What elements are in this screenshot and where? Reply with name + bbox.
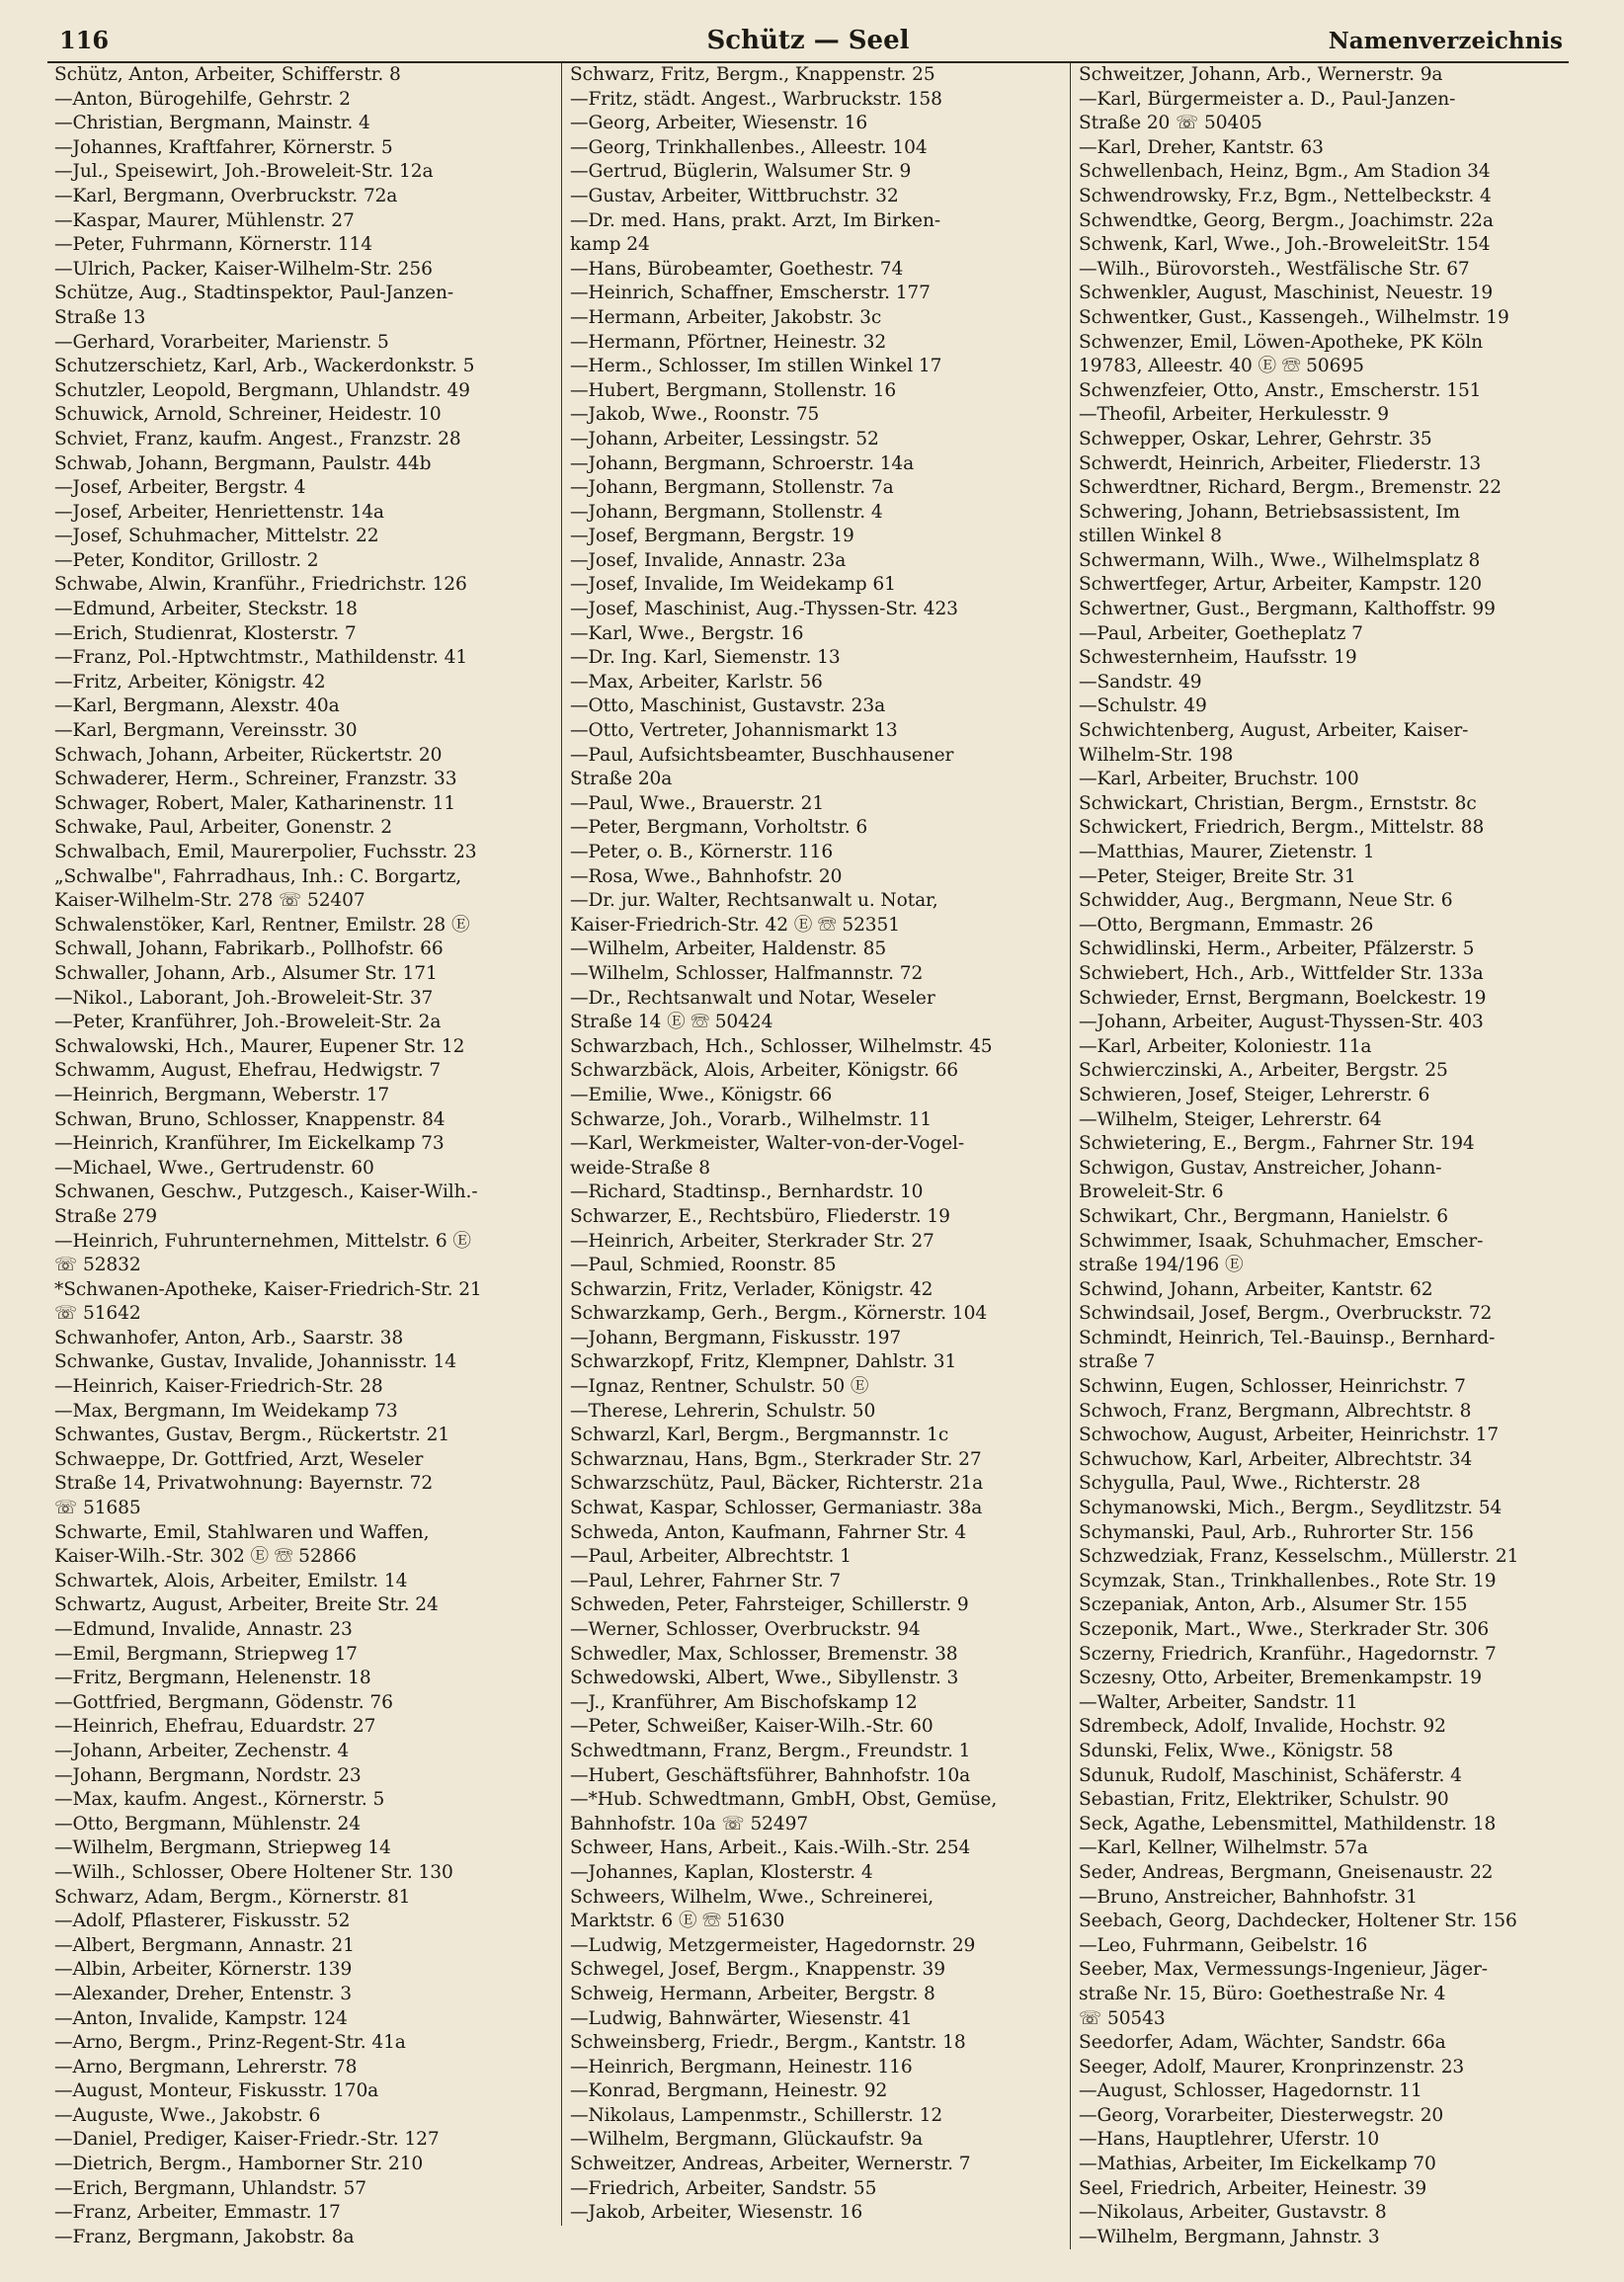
directory-entry: —Rosa, Wwe., Bahnhofstr. 20 [570,865,843,887]
directory-entry: Schwickart, Christian, Bergm., Ernststr. 8c [1079,792,1477,814]
directory-entry: Schwermann, Wilh., Wwe., Wilhelmsplatz 8 [1079,549,1481,571]
directory-entry: —Otto, Bergmann, Emmastr. 26 [1079,914,1374,936]
directory-entry: —Peter, Kranführer, Joh.-Broweleit-Str. 2a [54,1012,442,1033]
directory-entry: Schwarzer, E., Rechtsbüro, Fliederstr. 19 [570,1205,950,1227]
directory-entry: Schwigon, Gustav, Anstreicher, Johann- [1079,1157,1442,1179]
directory-entry: Schuwick, Arnold, Schreiner, Heidestr. 10 [54,404,442,426]
directory-entry: Schwochow, August, Arbeiter, Heinrichstr. 17 [1079,1425,1500,1446]
directory-entry: Schwuchow, Karl, Arbeiter, Albrechtstr. 34 [1079,1448,1473,1470]
directory-entry: Sczepaniak, Anton, Arb., Alsumer Str. 155 [1079,1594,1468,1616]
directory-entry: —Josef, Invalide, Im Weidekamp 61 [570,574,896,596]
directory-entry: Schwind, Johann, Arbeiter, Kantstr. 62 [1079,1278,1433,1300]
directory-entry: —Gertrud, Büglerin, Walsumer Str. 9 [570,161,912,183]
directory-entry: —Peter, Schweißer, Kaiser-Wilh.-Str. 60 [570,1716,934,1738]
directory-entry: Seebach, Georg, Dachdecker, Holtener Str. 156 [1079,1911,1517,1932]
directory-entry: Schwikart, Chr., Bergmann, Hanielstr. 6 [1079,1205,1449,1227]
directory-entry: —Werner, Schlosser, Overbruckstr. 94 [570,1619,921,1640]
directory-entry: —Friedrich, Arbeiter, Sandstr. 55 [570,2177,877,2199]
directory-entry: Schymanowski, Mich., Bergm., Seydlitzstr. 54 [1079,1498,1502,1519]
directory-entry: —Albin, Arbeiter, Körnerstr. 139 [54,1959,353,1981]
directory-entry: —Heinrich, Ehefrau, Eduardstr. 27 [54,1716,376,1738]
directory-entry: —Emil, Bergmann, Striepweg 17 [54,1643,358,1665]
directory-entry: Straße 20a [570,769,673,790]
directory-entry: —Johann, Bergmann, Nordstr. 23 [54,1764,362,1786]
directory-entry: straße 7 [1079,1351,1156,1373]
directory-entry: Schwab, Johann, Bergmann, Paulstr. 44b [54,452,432,474]
directory-entry: —Paul, Lehrer, Fahrner Str. 7 [570,1570,842,1591]
directory-entry: —Ulrich, Packer, Kaiser-Wilhelm-Str. 256 [54,258,433,280]
directory-entry: —Paul, Schmied, Roonstr. 85 [570,1255,837,1276]
directory-entry: —Karl, Bergmann, Alexstr. 40a [54,695,340,717]
directory-entry: —Josef, Arbeiter, Bergstr. 4 [54,477,306,499]
directory-entry: —Johann, Bergmann, Stollenstr. 4 [570,501,883,523]
directory-entry: Straße 14, Privatwohnung: Bayernstr. 72 [54,1473,434,1495]
directory-entry: —Peter, o. B., Körnerstr. 116 [570,842,834,862]
directory-entry: „Schwalbe", Fahrradhaus, Inh.: C. Borgartz, [54,865,462,887]
section-title: Namenverzeichnis [1328,28,1563,54]
directory-entry: —Josef, Arbeiter, Henriettenstr. 14a [54,501,384,523]
directory-entry: Schwendrowsky, Fr.z, Bgm., Nettelbeckstr. 4 [1079,185,1492,206]
directory-entry: Schwalbach, Emil, Maurerpolier, Fuchsstr. 23 [54,842,477,862]
directory-entry: —Arno, Bergm., Prinz-Regent-Str. 41a [54,2032,406,2054]
directory-entry: Schwerdtner, Richard, Bergm., Bremenstr. 22 [1079,477,1502,499]
directory-entry: Schwidlinski, Herm., Arbeiter, Pfälzerstr. 5 [1079,938,1475,960]
directory-entry: Schwartz, August, Arbeiter, Breite Str. 24 [54,1594,439,1616]
directory-entry: —Bruno, Anstreicher, Bahnhofstr. 31 [1079,1886,1419,1908]
directory-entry: ☏ 51685 [54,1498,141,1519]
directory-entry: —Johannes, Kaplan, Klosterstr. 4 [570,1861,873,1883]
directory-entry: Seder, Andreas, Bergmann, Gneisenaustr. 22 [1079,1861,1494,1883]
directory-entry: Schwertner, Gust., Bergmann, Kalthoffstr. 99 [1079,599,1496,620]
directory-entry: Kaiser-Wilh.-Str. 302 Ⓔ ☏ 52866 [54,1546,357,1568]
directory-entry: Schwake, Paul, Arbeiter, Gonenstr. 2 [54,817,392,839]
directory-entry: Schzwedziak, Franz, Kesselschm., Müllerstr. 21 [1079,1546,1519,1568]
directory-entry: Schwerdt, Heinrich, Arbeiter, Fliederstr. 13 [1079,452,1482,474]
directory-entry: straße 194/196 Ⓔ [1079,1255,1244,1276]
directory-entry: Straße 20 ☏ 50405 [1079,113,1262,134]
directory-entry: Schwartek, Alois, Arbeiter, Emilstr. 14 [54,1570,408,1591]
directory-entry: —Wilhelm, Steiger, Lehrerstr. 64 [1079,1108,1382,1130]
directory-entry: —Paul, Arbeiter, Goetheplatz 7 [1079,622,1363,644]
directory-entry: —Nikolaus, Arbeiter, Gustavstr. 8 [1079,2202,1387,2224]
directory-entry: Schwarzkamp, Gerh., Bergm., Körnerstr. 104 [570,1303,988,1325]
directory-entry: —Auguste, Wwe., Jakobstr. 6 [54,2104,321,2126]
directory-entry: Schwedtmann, Franz, Bergm., Freundstr. 1 [570,1740,971,1761]
directory-entry: —Therese, Lehrerin, Schulstr. 50 [570,1400,876,1422]
directory-entry: —Max, Arbeiter, Karlstr. 56 [570,671,823,693]
directory-entry: Schwarz, Fritz, Bergm., Knappenstr. 25 [570,64,935,85]
directory-entry: —Jakob, Arbeiter, Wiesenstr. 16 [570,2202,863,2224]
directory-entry: Schwalenstöker, Karl, Rentner, Emilstr. 28 Ⓔ [54,914,470,936]
directory-entry: Schwinn, Eugen, Schlosser, Heinrichstr. 7 [1079,1376,1466,1398]
directory-entry: Schweden, Peter, Fahrsteiger, Schillerstr. 9 [570,1594,969,1616]
directory-entry: —Wilh., Schlosser, Obere Holtener Str. 130 [54,1861,453,1883]
directory-entry: —Schulstr. 49 [1079,695,1207,717]
directory-entry: Schweig, Hermann, Arbeiter, Bergstr. 8 [570,1983,935,2004]
directory-entry: Schwarzkopf, Fritz, Klempner, Dahlstr. 31 [570,1351,957,1373]
directory-entry: Schwarzbäck, Alois, Arbeiter, Königstr. 66 [570,1060,959,1082]
directory-entry: Schmindt, Heinrich, Tel.-Bauinsp., Bernhard- [1079,1327,1496,1348]
directory-entry: —Otto, Maschinist, Gustavstr. 23a [570,695,886,717]
directory-entry: —Ignaz, Rentner, Schulstr. 50 Ⓔ [570,1376,869,1398]
directory-entry: —Fritz, Arbeiter, Königstr. 42 [54,671,326,693]
directory-entry: straße Nr. 15, Büro: Goethestraße Nr. 4 [1079,1983,1446,2004]
directory-entry: Schwoch, Franz, Bergmann, Albrechtstr. 8 [1079,1400,1472,1422]
directory-entry: —Hermann, Arbeiter, Jakobstr. 3c [570,306,882,328]
directory-entry: —Josef, Bergmann, Bergstr. 19 [570,526,854,547]
directory-entry: Sdrembeck, Adolf, Invalide, Hochstr. 92 [1079,1716,1446,1738]
directory-entry: Scymzak, Stan., Trinkhallenbes., Rote Str. 19 [1079,1570,1497,1591]
directory-entry: —Otto, Vertreter, Johannismarkt 13 [570,720,898,742]
directory-entry: Schwanke, Gustav, Invalide, Johannisstr. 14 [54,1351,456,1373]
directory-entry: Schwanen, Geschw., Putzgesch., Kaiser-Wilh.- [54,1182,478,1203]
directory-entry: Sczesny, Otto, Arbeiter, Bremenkampstr. 19 [1079,1668,1483,1689]
directory-entry: Seeger, Adolf, Maurer, Kronprinzenstr. 23 [1079,2056,1465,2078]
directory-entry: —Karl, Dreher, Kantstr. 63 [1079,136,1324,158]
directory-entry: Marktstr. 6 Ⓔ ☏ 51630 [570,1911,785,1932]
directory-entry: —Erich, Studienrat, Klosterstr. 7 [54,622,357,644]
directory-entry: —Edmund, Invalide, Annastr. 23 [54,1619,353,1640]
directory-entry: Schwichtenberg, August, Arbeiter, Kaiser- [1079,720,1469,742]
directory-entry: —Erich, Bergmann, Uhlandstr. 57 [54,2177,366,2199]
directory-entry: —Wilhelm, Bergmann, Glückaufstr. 9a [570,2129,924,2151]
directory-entry: Schwarzl, Karl, Bergm., Bergmannstr. 1c [570,1425,949,1446]
directory-entry: Schutzler, Leopold, Bergmann, Uhlandstr. 49 [54,379,470,401]
directory-entry: —Matthias, Maurer, Zietenstr. 1 [1079,842,1375,862]
directory-entry: —Hans, Bürobeamter, Goethestr. 74 [570,258,904,280]
directory-entry: Schütze, Aug., Stadtinspektor, Paul-Janzen- [54,283,454,304]
directory-entry: —Gustav, Arbeiter, Wittbruchstr. 32 [570,185,899,206]
directory-entry: Schwesternheim, Haufsstr. 19 [1079,647,1357,669]
directory-entry: —Karl, Werkmeister, Walter-von-der-Vogel- [570,1133,965,1155]
directory-entry: Seck, Agathe, Lebensmittel, Mathildenstr. 18 [1079,1813,1497,1834]
directory-entry: —Heinrich, Arbeiter, Sterkrader Str. 27 [570,1230,934,1252]
directory-entry: —Michael, Wwe., Gertrudenstr. 60 [54,1157,374,1179]
directory-entry: Seel, Friedrich, Arbeiter, Heinestr. 39 [1079,2177,1427,2199]
directory-entry: —Paul, Aufsichtsbeamter, Buschhausener [570,744,954,766]
directory-entry: Schygulla, Paul, Wwe., Richterstr. 28 [1079,1473,1421,1495]
directory-entry: —Josef, Invalide, Annastr. 23a [570,549,847,571]
directory-entry: —J., Kranführer, Am Bischofskamp 12 [570,1691,918,1713]
directory-entry: Schwedler, Max, Schlosser, Bremenstr. 38 [570,1643,958,1665]
directory-entry: Sczerny, Friedrich, Kranführ., Hagedornstr. 7 [1079,1643,1497,1665]
directory-entry: —Johann, Bergmann, Schroerstr. 14a [570,452,915,474]
directory-entry: —Max, Bergmann, Im Weidekamp 73 [54,1400,398,1422]
directory-entry: —Hans, Hauptlehrer, Uferstr. 10 [1079,2129,1380,2151]
directory-entry: —Hubert, Geschäftsführer, Bahnhofstr. 10a [570,1764,971,1786]
directory-entry: Schwarz, Adam, Bergm., Körnerstr. 81 [54,1886,411,1908]
directory-entry: Schwedowski, Albert, Wwe., Sibyllenstr. 3 [570,1668,959,1689]
directory-entry: Seeber, Max, Vermessungs-Ingenieur, Jäger- [1079,1959,1488,1981]
directory-entry: Schutzerschietz, Karl, Arb., Wackerdonkstr. 5 [54,356,475,377]
column-left [54,63,548,2249]
directory-entry: Schweda, Anton, Kaufmann, Fahrner Str. 4 [570,1521,967,1543]
directory-entry: —Peter, Steiger, Breite Str. 31 [1079,865,1356,887]
directory-entry: Schwidder, Aug., Bergmann, Neue Str. 6 [1079,890,1453,912]
directory-entry: Schwarzbach, Hch., Schlosser, Wilhelmstr. 45 [570,1035,993,1057]
directory-entry: —Georg, Vorarbeiter, Diesterwegstr. 20 [1079,2104,1444,2126]
directory-entry: Straße 279 [54,1205,158,1227]
directory-entry: —Karl, Bürgermeister a. D., Paul-Janzen- [1079,88,1456,110]
directory-entry: —Karl, Bergmann, Overbruckstr. 72a [54,185,398,206]
directory-entry: —Johann, Bergmann, Stollenstr. 7a [570,477,894,499]
directory-entry: Schwarznau, Hans, Bgm., Sterkrader Str. 27 [570,1448,982,1470]
directory-entry: —Theofil, Arbeiter, Herkulesstr. 9 [1079,404,1390,426]
directory-entry: Sdunski, Felix, Wwe., Königstr. 58 [1079,1740,1394,1761]
directory-entry: —Wilhelm, Bergmann, Striepweg 14 [54,1837,391,1859]
directory-entry: —Otto, Bergmann, Mühlenstr. 24 [54,1813,361,1834]
directory-entry: Straße 13 [54,306,146,328]
directory-entry: —Nikolaus, Lampenmstr., Schillerstr. 12 [570,2104,943,2126]
directory-entry: Seedorfer, Adam, Wächter, Sandstr. 66a [1079,2032,1446,2054]
directory-entry: —Dr. jur. Walter, Rechtsanwalt u. Notar, [570,890,938,912]
directory-entry: Schwaderer, Herm., Schreiner, Franzstr. 33 [54,769,457,790]
directory-entry: —Peter, Bergmann, Vorholtstr. 6 [570,817,868,839]
directory-entry: —Anton, Invalide, Kampstr. 124 [54,2007,348,2029]
directory-entry: —Johannes, Kraftfahrer, Körnerstr. 5 [54,136,393,158]
directory-entry: —Christian, Bergmann, Mainstr. 4 [54,113,370,134]
directory-entry: —Heinrich, Bergmann, Weberstr. 17 [54,1084,390,1105]
directory-entry: —Johann, Arbeiter, Zechenstr. 4 [54,1740,350,1761]
directory-entry: —Georg, Trinkhallenbes., Alleestr. 104 [570,136,928,158]
page-number: 116 [59,26,110,54]
directory-entry: —Jul., Speisewirt, Joh.-Broweleit-Str. 12a [54,161,434,183]
directory-entry: ☏ 52832 [54,1255,141,1276]
directory-entry: weide-Straße 8 [570,1157,711,1179]
page-header [47,22,1569,63]
directory-entry: kamp 24 [570,234,650,256]
directory-entry: —Fritz, Bergmann, Helenenstr. 18 [54,1668,371,1689]
directory-entry: —*Hub. Schwedtmann, GmbH, Obst, Gemüse, [570,1789,998,1811]
directory-entry: —Albert, Bergmann, Annastr. 21 [54,1934,355,1956]
column-right [1070,63,1573,2249]
directory-entry: —Ludwig, Metzgermeister, Hagedornstr. 29 [570,1934,976,1956]
directory-entry: Schwabe, Alwin, Kranführ., Friedrichstr. 126 [54,574,467,596]
directory-entry: —Heinrich, Kranführer, Im Eickelkamp 73 [54,1133,445,1155]
directory-entry: —Franz, Arbeiter, Emmastr. 17 [54,2202,341,2224]
directory-entry: —Georg, Arbeiter, Wiesenstr. 16 [570,113,868,134]
directory-entry: Schwertfeger, Artur, Arbeiter, Kampstr. 120 [1079,574,1482,596]
directory-entry: Schwall, Johann, Fabrikarb., Pollhofstr. 66 [54,938,444,960]
directory-entry: —Karl, Wwe., Bergstr. 16 [570,622,804,644]
page-title: Schütz — Seel [706,26,910,55]
directory-entry: —Richard, Stadtinsp., Bernhardstr. 10 [570,1182,924,1203]
directory-entry: —Wilhelm, Bergmann, Jahnstr. 3 [1079,2226,1380,2247]
directory-entry: Schwarzin, Fritz, Verlader, Königstr. 42 [570,1278,934,1300]
directory-entry: Schweer, Hans, Arbeit., Kais.-Wilh.-Str. 254 [570,1837,971,1859]
directory-entry: Schwalowski, Hch., Maurer, Eupener Str. 12 [54,1035,465,1057]
directory-entry: Schwat, Kaspar, Schlosser, Germaniastr. 38a [570,1498,983,1519]
directory-entry: —Edmund, Arbeiter, Steckstr. 18 [54,599,358,620]
directory-entry: —Walter, Arbeiter, Sandstr. 11 [1079,1691,1358,1713]
directory-entry: —Peter, Konditor, Grillostr. 2 [54,549,319,571]
directory-entry: ☏ 51642 [54,1303,141,1325]
directory-entry: —Gottfried, Bergmann, Gödenstr. 76 [54,1691,393,1713]
directory-entry: —Dr., Rechtsanwalt und Notar, Weseler [570,987,935,1009]
directory-entry: Straße 14 Ⓔ ☏ 50424 [570,1012,773,1033]
directory-entry: —Emilie, Wwe., Königstr. 66 [570,1084,833,1105]
directory-entry: —Leo, Fuhrmann, Geibelstr. 16 [1079,1934,1368,1956]
directory-entry: 19783, Alleestr. 40 Ⓔ ☏ 50695 [1079,356,1364,377]
directory-entry: Schwellenbach, Heinz, Bgm., Am Stadion 34 [1079,161,1491,183]
directory-entry: stillen Winkel 8 [1079,526,1222,547]
directory-entry: —Paul, Arbeiter, Albrechtstr. 1 [570,1546,852,1568]
directory-entry: —Karl, Bergmann, Vereinsstr. 30 [54,720,358,742]
directory-entry: Wilhelm-Str. 198 [1079,744,1234,766]
directory-entry: Schwenkler, August, Maschinist, Neuestr. 19 [1079,283,1494,304]
directory-entry: Schwierczinski, A., Arbeiter, Bergstr. 25 [1079,1060,1448,1082]
directory-entry: —Johann, Bergmann, Fiskusstr. 197 [570,1327,902,1348]
directory-entry: Schwach, Johann, Arbeiter, Rückertstr. 20 [54,744,443,766]
directory-entry: —Heinrich, Schaffner, Emscherstr. 177 [570,283,931,304]
directory-entry: Schwimmer, Isaak, Schuhmacher, Emscher- [1079,1230,1484,1252]
directory-entry: —Wilh., Bürovorsteh., Westfälische Str. 67 [1079,258,1470,280]
directory-entry: Sczeponik, Mart., Wwe., Sterkrader Str. 306 [1079,1619,1490,1640]
directory-entry: Schwarte, Emil, Stahlwaren und Waffen, [54,1521,430,1543]
directory-entry: Schweitzer, Johann, Arb., Wernerstr. 9a [1079,64,1443,85]
directory-entry: Schwindsail, Josef, Bergm., Overbruckstr. 72 [1079,1303,1493,1325]
directory-entry: —Josef, Maschinist, Aug.-Thyssen-Str. 423 [570,599,958,620]
directory-entry: Schwepper, Oskar, Lehrer, Gehrstr. 35 [1079,428,1432,449]
directory-entry: —Max, kaufm. Angest., Körnerstr. 5 [54,1789,385,1811]
directory-entry: Schwager, Robert, Maler, Katharinenstr. 11 [54,792,456,814]
directory-entry: Schwietering, E., Bergm., Fahrner Str. 194 [1079,1133,1475,1155]
directory-entry: Sebastian, Fritz, Elektriker, Schulstr. 90 [1079,1789,1449,1811]
directory-entry: Schviet, Franz, kaufm. Angest., Franzstr. 28 [54,428,461,449]
directory-entry: —Hubert, Bergmann, Stollenstr. 16 [570,379,897,401]
directory-entry: —Ludwig, Bahnwärter, Wiesenstr. 41 [570,2007,913,2029]
directory-entry: —Jakob, Wwe., Roonstr. 75 [570,404,820,426]
directory-entry: Schwenzfeier, Otto, Anstr., Emscherstr. 151 [1079,379,1482,401]
directory-entry: —Nikol., Laborant, Joh.-Broweleit-Str. 37 [54,987,434,1009]
directory-entry: —Wilhelm, Schlosser, Halfmannstr. 72 [570,962,924,984]
directory-entry: Schwieder, Ernst, Bergmann, Boelckestr. 19 [1079,987,1487,1009]
directory-entry: Schweitzer, Andreas, Arbeiter, Wernerstr. 7 [570,2154,971,2175]
column-middle [561,63,1054,2226]
directory-entry: —Josef, Schuhmacher, Mittelstr. 22 [54,526,379,547]
directory-entry: —August, Monteur, Fiskusstr. 170a [54,2080,379,2102]
directory-entry: Schwamm, August, Ehefrau, Hedwigstr. 7 [54,1060,442,1082]
directory-entry: Kaiser-Wilhelm-Str. 278 ☏ 52407 [54,890,365,912]
directory-entry: Schwenzer, Emil, Löwen-Apotheke, PK Köln [1079,331,1484,353]
directory-entry: —Alexander, Dreher, Entenstr. 3 [54,1983,352,2004]
directory-entry: Schwantes, Gustav, Bergm., Rückertstr. 21 [54,1425,450,1446]
directory-entry: —Franz, Pol.-Hptwchtmstr., Mathildenstr. 41 [54,647,468,669]
directory-entry: —Herm., Schlosser, Im stillen Winkel 17 [570,356,942,377]
directory-entry: —Wilhelm, Arbeiter, Haldenstr. 85 [570,938,887,960]
directory-entry: Bahnhofstr. 10a ☏ 52497 [570,1813,809,1834]
directory-entry: —Johann, Arbeiter, August-Thyssen-Str. 403 [1079,1012,1484,1033]
directory-entry: —August, Schlosser, Hagedornstr. 11 [1079,2080,1422,2102]
directory-entry: Schwegel, Josef, Bergm., Knappenstr. 39 [570,1959,945,1981]
directory-entry: Kaiser-Friedrich-Str. 42 Ⓔ ☏ 52351 [570,914,900,936]
directory-entry: —Dietrich, Bergm., Hamborner Str. 210 [54,2154,424,2175]
directory-entry: Schwiebert, Hch., Arb., Wittfelder Str. 133a [1079,962,1484,984]
directory-entry: ☏ 50543 [1079,2007,1166,2029]
directory-entry: —Peter, Fuhrmann, Körnerstr. 114 [54,234,372,256]
directory-entry: Broweleit-Str. 6 [1079,1182,1224,1203]
directory-entry: —Karl, Arbeiter, Koloniestr. 11a [1079,1035,1372,1057]
directory-entry: Schwaller, Johann, Arb., Alsumer Str. 171 [54,962,438,984]
directory-entry: Schwarze, Joh., Vorarb., Wilhelmstr. 11 [570,1108,933,1130]
directory-entry: —Gerhard, Vorarbeiter, Marienstr. 5 [54,331,389,353]
directory-entry: —Karl, Arbeiter, Bruchstr. 100 [1079,769,1359,790]
directory-entry: —Anton, Bürogehilfe, Gehrstr. 2 [54,88,351,110]
directory-entry: Schwaeppe, Dr. Gottfried, Arzt, Weseler [54,1448,424,1470]
directory-entry: —Konrad, Bergmann, Heinestr. 92 [570,2080,888,2102]
directory-entry: —Fritz, städt. Angest., Warbruckstr. 158 [570,88,942,110]
directory-entry: —Paul, Wwe., Brauerstr. 21 [570,792,825,814]
directory-entry: *Schwanen-Apotheke, Kaiser-Friedrich-Str. 21 [54,1278,482,1300]
directory-entry: Schweinsberg, Friedr., Bergm., Kantstr. 18 [570,2032,966,2054]
directory-entry: —Arno, Bergmann, Lehrerstr. 78 [54,2056,358,2078]
directory-entry: —Hermann, Pförtner, Heinestr. 32 [570,331,887,353]
directory-entry: Schwendtke, Georg, Bergm., Joachimstr. 22a [1079,209,1494,231]
directory-entry: Schwering, Johann, Betriebsassistent, Im [1079,501,1460,523]
directory-entry: —Kaspar, Maurer, Mühlenstr. 27 [54,209,355,231]
directory-entry: —Franz, Bergmann, Jakobstr. 8a [54,2226,355,2247]
directory-entry: —Heinrich, Fuhrunternehmen, Mittelstr. 6 Ⓔ [54,1230,471,1252]
directory-entry: —Heinrich, Bergmann, Heinestr. 116 [570,2056,913,2078]
directory-entry: Schymanski, Paul, Arb., Ruhrorter Str. 156 [1079,1521,1474,1543]
directory-entry: —Daniel, Prediger, Kaiser-Friedr.-Str. 127 [54,2129,440,2151]
directory-entry: Schwanhofer, Anton, Arb., Saarstr. 38 [54,1327,404,1348]
directory-entry: Schwan, Bruno, Schlosser, Knappenstr. 84 [54,1108,446,1130]
directory-entry: —Heinrich, Kaiser-Friedrich-Str. 28 [54,1376,383,1398]
directory-entry: —Adolf, Pflasterer, Fiskusstr. 52 [54,1911,351,1932]
directory-entry: —Sandstr. 49 [1079,671,1202,693]
directory-entry: Schwenk, Karl, Wwe., Joh.-BroweleitStr. 154 [1079,234,1491,256]
directory-entry: Schwickert, Friedrich, Bergm., Mittelstr. 88 [1079,817,1485,839]
directory-entry: —Johann, Arbeiter, Lessingstr. 52 [570,428,879,449]
directory-entry: Schwieren, Josef, Steiger, Lehrerstr. 6 [1079,1084,1430,1105]
directory-entry: Schwarzschütz, Paul, Bäcker, Richterstr. 21a [570,1473,984,1495]
directory-entry: Schütz, Anton, Arbeiter, Schifferstr. 8 [54,64,401,85]
directory-entry: —Dr. Ing. Karl, Siemenstr. 13 [570,647,841,669]
directory-entry: Schwentker, Gust., Kassengeh., Wilhelmstr. 19 [1079,306,1509,328]
directory-entry: —Mathias, Arbeiter, Im Eickelkamp 70 [1079,2154,1436,2175]
directory-entry: Schweers, Wilhelm, Wwe., Schreinerei, [570,1886,934,1908]
directory-entry: —Dr. med. Hans, prakt. Arzt, Im Birken- [570,209,941,231]
directory-entry: —Karl, Kellner, Wilhelmstr. 57a [1079,1837,1368,1859]
directory-entry: Sdunuk, Rudolf, Maschinist, Schäferstr. 4 [1079,1764,1462,1786]
